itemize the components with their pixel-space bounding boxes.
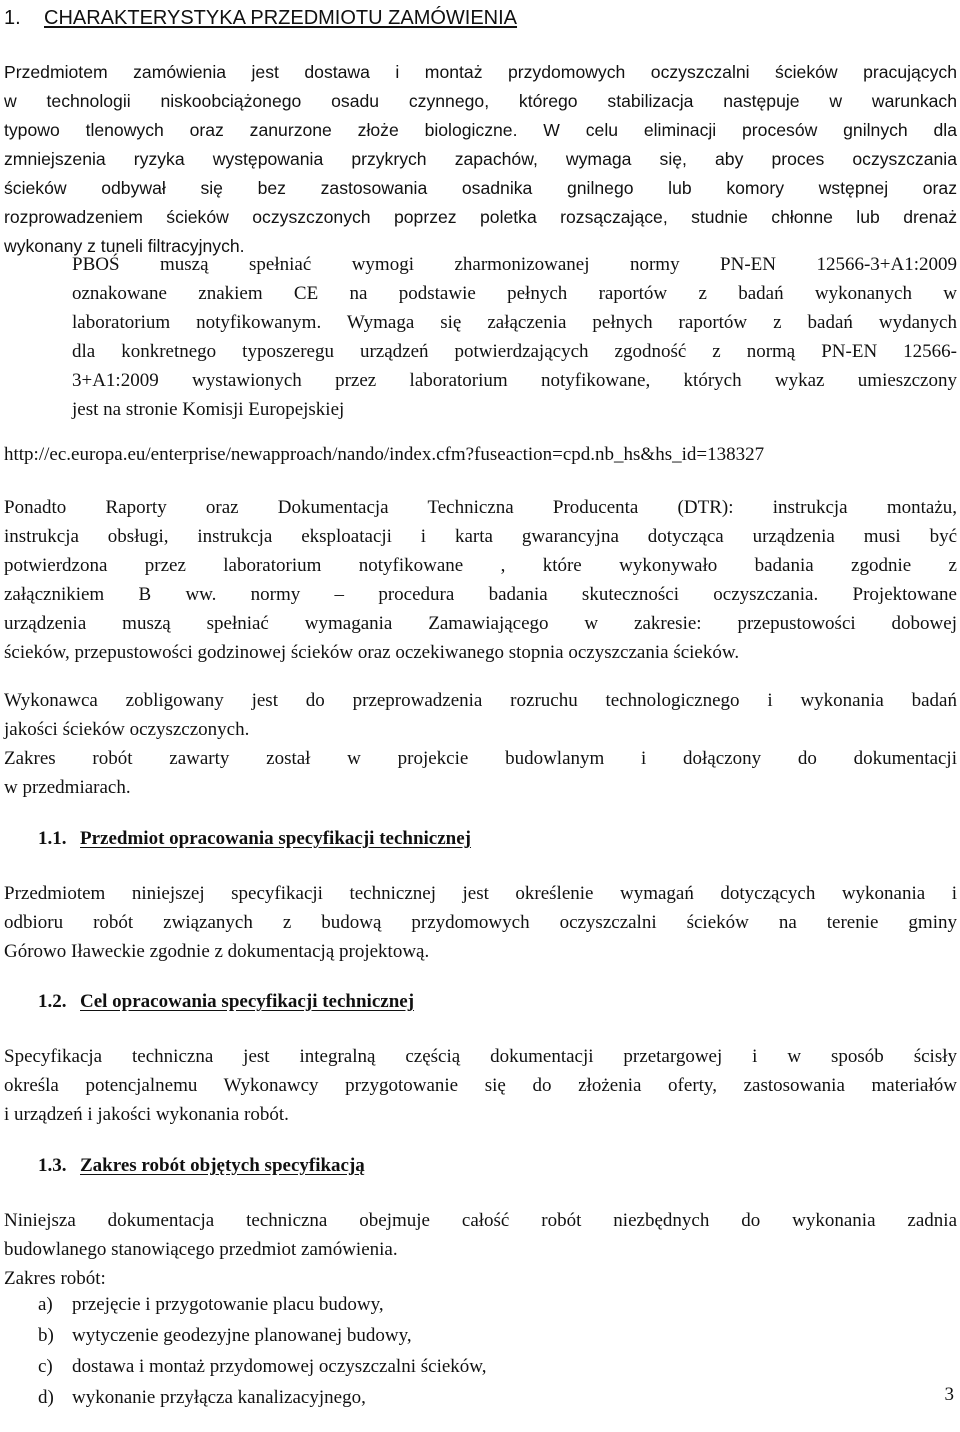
wykonawca-paragraph: [4, 686, 957, 802]
intro-line: w technologii niskoobciążonego osadu czynnego, którego stabilizacja następuje w warunkach: [4, 91, 957, 111]
section-line: odbioru robót związanych z budową przydomowych oczyszczalni ścieków na terenie gminy: [4, 912, 957, 933]
list-item: [38, 1382, 487, 1413]
section-1-1-paragraph: [4, 879, 957, 966]
intro-line: ścieków odbywał się bez zastosowania osadnika gnilnego lub komory wstępnej oraz: [4, 178, 957, 198]
intro-line: Przedmiotem zamówienia jest dostawa i montaż przydomowych oczyszczalni ścieków pracujących: [4, 62, 957, 82]
wykonawca-line: w przedmiarach.: [4, 777, 131, 798]
list-item: [38, 1351, 487, 1382]
ponadto-line: potwierdzona przez laboratorium notyfikowane , które wykonywało badania zgodnie z: [4, 555, 957, 576]
intro-line: zmniejszenia ryzyka występowania przykrych zapachów, wymaga się, aby proces oczyszczania: [4, 149, 957, 169]
section-line: Przedmiotem niniejszej specyfikacji technicznej jest określenie wymagań dotyczących wykonania i: [4, 883, 957, 904]
pbos-line: 3+A1:2009 wystawionych przez laboratorium notyfikowane, których wykaz umieszczony: [72, 370, 957, 391]
section-1-2-paragraph: [4, 1042, 957, 1129]
intro-paragraph: [4, 58, 957, 261]
pbos-paragraph: [72, 250, 957, 424]
section-title: Zakres robót objętych specyfikacją: [80, 1155, 365, 1176]
section-line: Zakres robót:: [4, 1268, 106, 1289]
ponadto-line: ścieków, przepustowości godzinowej ścieków oraz oczekiwanego stopnia oczyszczania ścieków.: [4, 642, 740, 663]
wykonawca-line: Zakres robót zawarty został w projekcie budowlanym i dołączony do dokumentacji: [4, 748, 957, 769]
list-item-text: wytyczenie geodezyjne planowanej budowy,: [72, 1325, 412, 1346]
section-1-1-heading: [38, 826, 471, 852]
list-item-label: a): [38, 1294, 53, 1315]
section-line: budowlanego stanowiącego przedmiot zamówienia.: [4, 1239, 398, 1260]
ponadto-line: urządzenia muszą spełniać wymagania Zamawiającego w zakresie: przepustowości dobowej: [4, 613, 957, 634]
list-item-text: przejęcie i przygotowanie placu budowy,: [72, 1294, 384, 1315]
section-1-3-heading: [38, 1153, 365, 1179]
main-heading-title: CHARAKTERYSTYKA PRZEDMIOTU ZAMÓWIENIA: [44, 7, 518, 29]
pbos-line: laboratorium notyfikowanym. Wymaga się załączenia pełnych raportów z badań wydanych: [72, 312, 957, 333]
section-1-3-paragraph: [4, 1206, 957, 1293]
ponadto-line: załącznikiem B ww. normy – procedura badania skuteczności oczyszczania. Projektowane: [4, 584, 957, 605]
pbos-line: oznakowane znakiem CE na podstawie pełnych raportów z badań wykonanych w: [72, 283, 957, 304]
main-heading-number: 1.: [4, 7, 21, 29]
section-number: 1.2.: [38, 991, 67, 1012]
scope-list: [38, 1289, 487, 1413]
list-item: [38, 1289, 487, 1320]
section-number: 1.3.: [38, 1155, 67, 1176]
list-item-label: b): [38, 1325, 54, 1346]
list-item-text: dostawa i montaż przydomowej oczyszczalni ścieków,: [72, 1356, 487, 1377]
ponadto-line: instrukcja obsługi, instrukcja eksploatacji i karta gwarancyjna dotycząca urządzenia musi być: [4, 526, 957, 547]
wykonawca-line: Wykonawca zobligowany jest do przeprowadzenia rozruchu technologicznego i wykonania badań: [4, 690, 957, 711]
section-title: Cel opracowania specyfikacji technicznej: [80, 991, 415, 1012]
list-item-label: d): [38, 1387, 54, 1408]
section-title: Przedmiot opracowania specyfikacji technicznej: [80, 828, 471, 849]
intro-line: typowo tlenowych oraz zanurzone złoże biologiczne. W celu eliminacji procesów gnilnych dla: [4, 120, 957, 140]
main-heading: [4, 6, 517, 30]
intro-line: rozprowadzeniem ścieków oczyszczonych poprzez poletka rozsączające, studnie chłonne lub drenaż: [4, 207, 957, 227]
wykonawca-line: jakości ścieków oczyszczonych.: [4, 719, 250, 740]
url-block: [4, 440, 957, 469]
section-1-2-heading: [38, 989, 414, 1015]
section-line: i urządzeń i jakości wykonania robót.: [4, 1104, 289, 1125]
list-item: [38, 1320, 487, 1351]
page-number: 3: [944, 1384, 954, 1405]
url-text: http://ec.europa.eu/enterprise/newapproach/nando/index.cfm?fuseaction=cpd.nb_hs&hs_id=138327: [4, 444, 765, 465]
section-line: Specyfikacja techniczna jest integralną częścią dokumentacji przetargowej i w sposób ścisły: [4, 1046, 957, 1067]
section-line: określa potencjalnemu Wykonawcy przygotowanie się do złożenia oferty, zastosowania materiałów: [4, 1075, 957, 1096]
section-line: Górowo Iławeckie zgodnie z dokumentacją projektową.: [4, 941, 430, 962]
section-number: 1.1.: [38, 828, 67, 849]
ponadto-paragraph: [4, 493, 957, 667]
pbos-line: PBOŚ muszą spełniać wymogi zharmonizowanej normy PN-EN 12566-3+A1:2009: [72, 254, 957, 275]
list-item-text: wykonanie przyłącza kanalizacyjnego,: [72, 1387, 366, 1408]
ponadto-line: Ponadto Raporty oraz Dokumentacja Techniczna Producenta (DTR): instrukcja montażu,: [4, 497, 957, 518]
pbos-line: jest na stronie Komisji Europejskiej: [72, 399, 345, 420]
pbos-line: dla konkretnego typoszeregu urządzeń potwierdzających zgodność z normą PN-EN 12566-: [72, 341, 957, 362]
list-item-label: c): [38, 1356, 53, 1377]
section-line: Niniejsza dokumentacja techniczna obejmuje całość robót niezbędnych do wykonania zadnia: [4, 1210, 957, 1231]
intro-line: wykonany z tuneli filtracyjnych.: [4, 236, 245, 256]
